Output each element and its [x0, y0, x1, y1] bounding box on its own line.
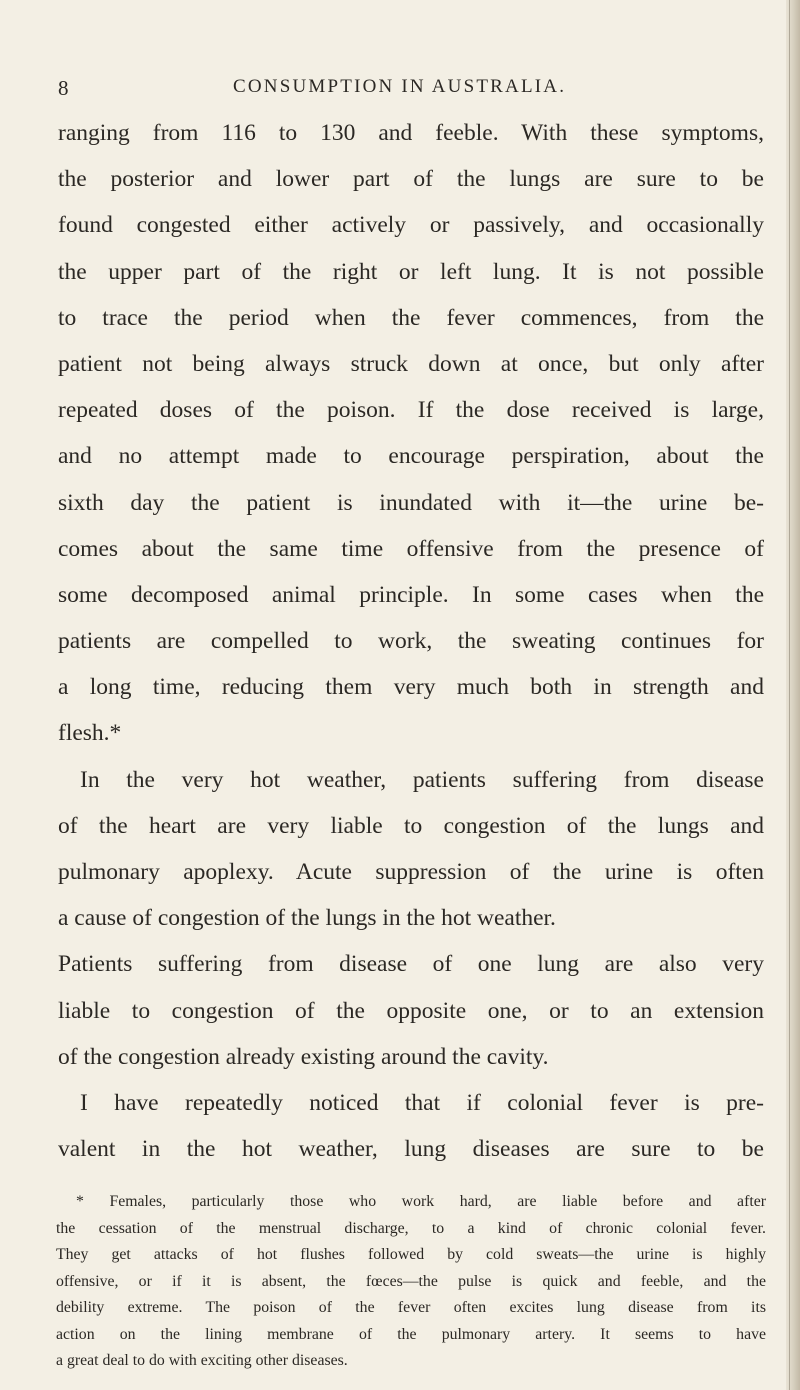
body-line: Patients suffering from disease of one lung are also very: [58, 951, 764, 978]
footnote-line: They get attacks of hot flushes followed by cold sweats—the urine is highly: [56, 1246, 766, 1263]
body-line: liable to congestion of the opposite one, or to an extension: [58, 997, 764, 1024]
body-line: repeated doses of the poison. If the dose received is large,: [58, 397, 764, 424]
footnote-line: * Females, particularly those who work hard, are liable before and after: [76, 1193, 766, 1210]
body-line: a cause of congestion of the lungs in the hot weather.: [58, 905, 556, 932]
body-line: of the congestion already existing around the cavity.: [58, 1043, 549, 1070]
footnote: [56, 1189, 766, 1375]
body-line: In the very hot weather, patients suffering from disease: [80, 766, 764, 793]
body-line: of the heart are very liable to congestion of the lungs and: [58, 812, 764, 839]
page-number: 8: [58, 76, 70, 100]
body-line: ranging from 116 to 130 and feeble. With these symptoms,: [58, 120, 764, 146]
body-line: sixth day the patient is inundated with it—the urine be-: [58, 489, 764, 516]
body-text: [58, 110, 764, 1172]
body-line: comes about the same time offensive from the presence of: [58, 535, 764, 562]
body-line: patient not being always struck down at once, but only after: [58, 350, 764, 377]
footnote-line: the cessation of the menstrual discharge, to a kind of chronic colonial fever.: [56, 1219, 766, 1237]
footnote-line: offensive, or if it is absent, the fœces—the pulse is quick and feeble, and the: [56, 1272, 766, 1290]
body-line: to trace the period when the fever commences, from the: [58, 304, 764, 331]
body-line: patients are compelled to work, the sweating continues for: [58, 628, 764, 655]
body-line: and no attempt made to encourage perspiration, about the: [58, 443, 764, 470]
body-line: I have repeatedly noticed that if colonial fever is pre-: [80, 1089, 764, 1116]
body-line: flesh.*: [58, 720, 122, 747]
body-line: some decomposed animal principle. In some cases when the: [58, 581, 764, 608]
page-header: [58, 76, 758, 106]
running-head: CONSUMPTION IN AUSTRALIA.: [233, 76, 567, 97]
body-line: the posterior and lower part of the lungs are sure to be: [58, 166, 764, 193]
footnote-line: a great deal to do with exciting other diseases.: [56, 1352, 348, 1369]
body-line: the upper part of the right or left lung. It is not possible: [58, 258, 764, 285]
body-line: a long time, reducing them very much both in strength and: [58, 674, 764, 701]
page-edge-line: [789, 0, 790, 1390]
body-line: pulmonary apoplexy. Acute suppression of the urine is often: [58, 859, 764, 885]
footnote-line: debility extreme. The poison of the fever often excites lung disease from its: [56, 1299, 766, 1316]
body-line: found congested either actively or passively, and occasionally: [58, 212, 764, 239]
footnote-line: action on the lining membrane of the pulmonary artery. It seems to have: [56, 1325, 766, 1343]
body-line: valent in the hot weather, lung diseases are sure to be: [58, 1136, 764, 1163]
